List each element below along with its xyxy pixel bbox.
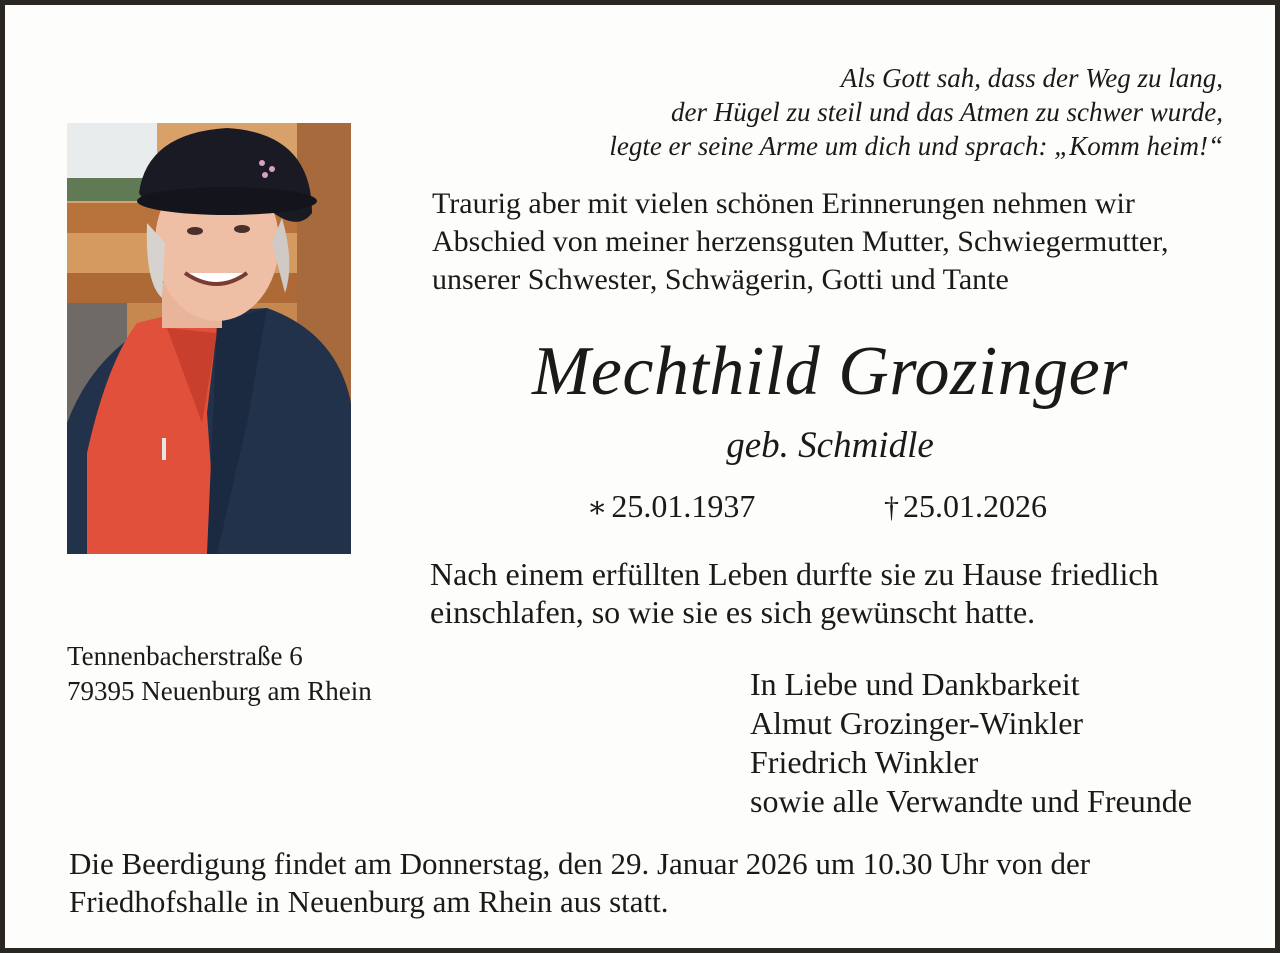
poem-line: Als Gott sah, dass der Weg zu lang, xyxy=(840,63,1223,93)
address-city: 79395 Neuenburg am Rhein xyxy=(67,676,372,706)
death-cross-icon: † xyxy=(884,491,899,524)
death-date-group xyxy=(884,485,1047,529)
funeral-line: Friedhofshalle in Neuenburg am Rhein aus statt. xyxy=(69,884,669,919)
mourner-name: Almut Grozinger-Winkler xyxy=(750,705,1084,741)
maiden-name: geb. Schmidle xyxy=(726,425,934,466)
birth-date: 25.01.1937 xyxy=(611,488,756,524)
birth-date-group xyxy=(587,485,755,529)
funeral-line: Die Beerdigung findet am Donnerstag, den 29. Januar 2026 um 10.30 Uhr von der xyxy=(69,846,1091,881)
address-street: Tennenbacherstraße 6 xyxy=(67,641,303,671)
poem-line: legte er seine Arme um dich und sprach: „Komm heim!“ xyxy=(609,131,1223,161)
family-address xyxy=(67,639,372,709)
portrait-photo xyxy=(67,123,351,554)
intro-line: unserer Schwester, Schwägerin, Gotti und Tante xyxy=(432,263,1009,296)
signoff-line: In Liebe und Dankbarkeit xyxy=(750,666,1080,702)
sentence-line: Nach einem erfüllten Leben durfte sie zu Hause friedlich xyxy=(430,556,1159,592)
funeral-info xyxy=(69,845,1090,921)
poem-verse xyxy=(403,61,1223,163)
intro-line: Traurig aber mit vielen schönen Erinnerungen nehmen wir xyxy=(432,187,1135,220)
poem-line: der Hügel zu steil und das Atmen zu schwer wurde, xyxy=(671,97,1223,127)
sentence-line: einschlafen, so wie sie es sich gewünscht hatte. xyxy=(430,594,1036,630)
mourners-signoff xyxy=(750,665,1192,821)
signoff-line: sowie alle Verwandte und Freunde xyxy=(750,783,1192,819)
intro-text xyxy=(432,185,1169,299)
life-sentence xyxy=(430,555,1159,631)
birth-star-icon: ∗ xyxy=(587,491,608,524)
death-date: 25.01.2026 xyxy=(903,488,1047,524)
mourner-name: Friedrich Winkler xyxy=(750,744,979,780)
deceased-name: Mechthild Grozinger xyxy=(532,333,1128,410)
intro-line: Abschied von meiner herzensguten Mutter, Schwiegermutter, xyxy=(432,225,1169,258)
